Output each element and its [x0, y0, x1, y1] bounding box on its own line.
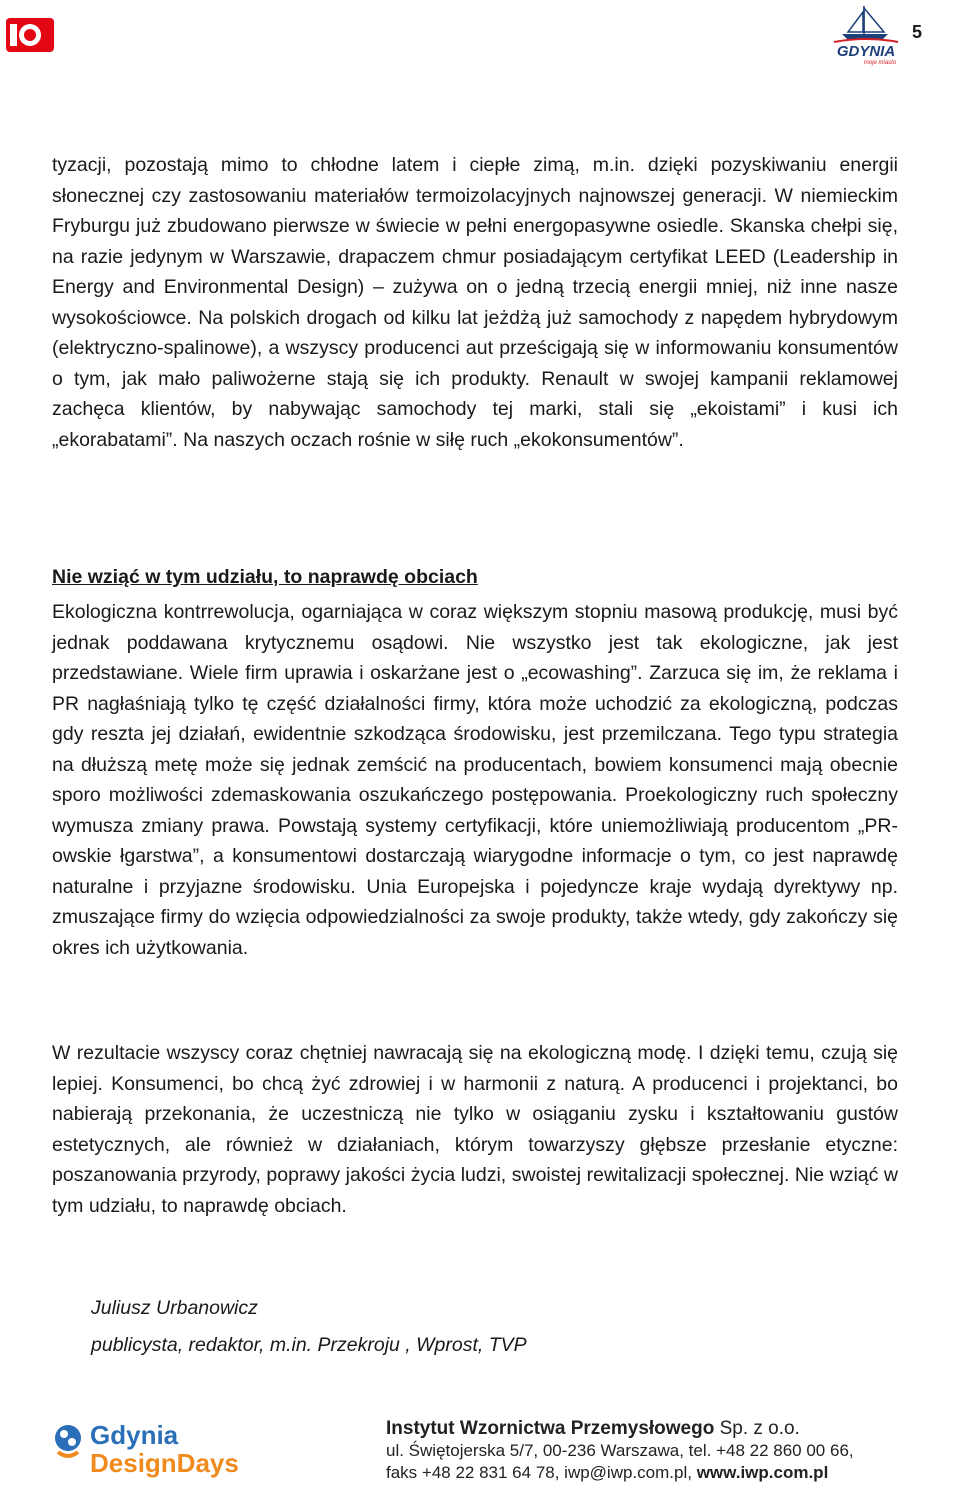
- design-days-line2: DesignDays: [90, 1448, 239, 1478]
- page-number: 5: [912, 22, 923, 42]
- gdynia-brand: GDYNIA: [836, 43, 896, 60]
- institute-website[interactable]: www.iwp.com.pl: [696, 1463, 829, 1482]
- institute-contact-line: [386, 1462, 906, 1484]
- ship-logo-icon: [826, 4, 906, 66]
- body-paragraph-3: [52, 1038, 898, 1221]
- red-square-logo-icon: [6, 18, 54, 57]
- paragraph-text: tyzacji, pozostają mimo to chłodne latem i ciepłe zimą, m.in. dzięki pozyskiwaniu energii słonecznej czy zastosowaniu materiałów termoizolacyjnych najnowszej generacji. W niemieckim Fryburgu już zbudowano pierwsze w świecie w pełni energopasywne osiedle. Skanska chełpi się, na razie jedynym w Warszawie, drapaczem chmur posiadającym certyfikat LEED (Leadership in Energy and Environmental Design) – zużywa on o jedną trzecią energii mniej, niż inne nasze wysokościowce. Na polskich drogach od kilku lat jeżdżą już samochody z napędem hybrydowym (elektryczno-spalinowe), a wszyscy producenci aut prześcigają się w informowaniu konsumentów o tym, jak mało paliwożerne stają się ich produkty. Renault w swojej kampanii reklamowej zachęca klientów, by nabywając samochody tej marki, stali się „ekoistami” i kusi ich „ekorabatami”. Na naszych oczach rośnie w siłę ruch „ekokonsumentów”.: [52, 154, 898, 451]
- institute-contact: faks +48 22 831 64 78, iwp@iwp.com.pl,: [386, 1463, 697, 1482]
- design-days-line1: Gdynia: [90, 1420, 179, 1450]
- section-heading: Nie wziąć w tym udziału, to naprawdę obciach: [52, 566, 478, 588]
- institute-suffix: Sp. z o.o.: [719, 1418, 800, 1439]
- body-paragraph-1: [52, 150, 898, 455]
- paragraph-text: Ekologiczna kontrrewolucja, ogarniająca w coraz większym stopniu masową produkcję, musi być jednak poddawana krytycznemu osądowi. Nie wszystko jest tak ekologiczne, jak jest przedstawiane. Wiele firm uprawia i oskarżane jest o „ecowashing”. Zarzuca się im, że reklama i PR nagłaśniają tylko tę część działalności firmy, która może uchodzić za ekologiczną, podczas gdy reszta jej działań, ewidentnie szkodząca środowisku, jest przemilczana. Tego typu strategia na dłuższą metę może się jednak zemścić na producentach, bowiem konsumenci mają obecnie sporo możliwości zdemaskowania oszukańczego postępowania. Proekologiczny ruch społeczny wymusza zmiany prawa. Powstają systemy certyfikacji, które uniemożliwiają producentom „PR-owskie łgarstwa”, a konsumentowi dostarczają wiarygodne informacje o tym, co jest naprawdę naturalne i przyjazne środowisku. Unia Europejska i pojedyncze kraje wydają dyrektywy np. zmuszające firmy do wzięcia odpowiedzialności za swoje produkty, także wtedy, gdy zakończy się okres ich użytkowania.: [52, 601, 898, 959]
- gdynia-logo: [826, 4, 906, 71]
- gdynia-tagline: moje miasto: [863, 60, 897, 66]
- design-days-knot-icon: [55, 1425, 81, 1456]
- institute-info: [386, 1418, 906, 1484]
- body-paragraph-2: [52, 597, 898, 963]
- institute-address: ul. Świętojerska 5/7, 00-236 Warszawa, tel. +48 22 860 00 66,: [386, 1441, 854, 1460]
- paragraph-text: W rezultacie wszyscy coraz chętniej nawracają się na ekologiczną modę. I dzięki temu, czują się lepiej. Konsumenci, bo chcą żyć zdrowiej i w harmonii z naturą. A producenci i projektanci, bo nabierają przekonania, że uczestniczą nie tylko w osiąganiu zysku i kształtowaniu gustów estetycznych, ale również w działaniach, którym towarzyszy głębsze przesłanie etyczne: poszanowania przyrody, poprawy jakości życia ludzi, swoistej rewitalizacji społecznej. Nie wziąć w tym udziału, to naprawdę obciach.: [52, 1042, 898, 1217]
- design-days-logo: [52, 1416, 242, 1483]
- institute-name-line: [386, 1418, 906, 1440]
- institute-name: Instytut Wzornictwa Przemysłowego: [386, 1418, 715, 1439]
- author-role: publicysta, redaktor, m.in. Przekroju , Wprost, TVP: [91, 1334, 527, 1356]
- author-name: Juliusz Urbanowicz: [91, 1297, 258, 1319]
